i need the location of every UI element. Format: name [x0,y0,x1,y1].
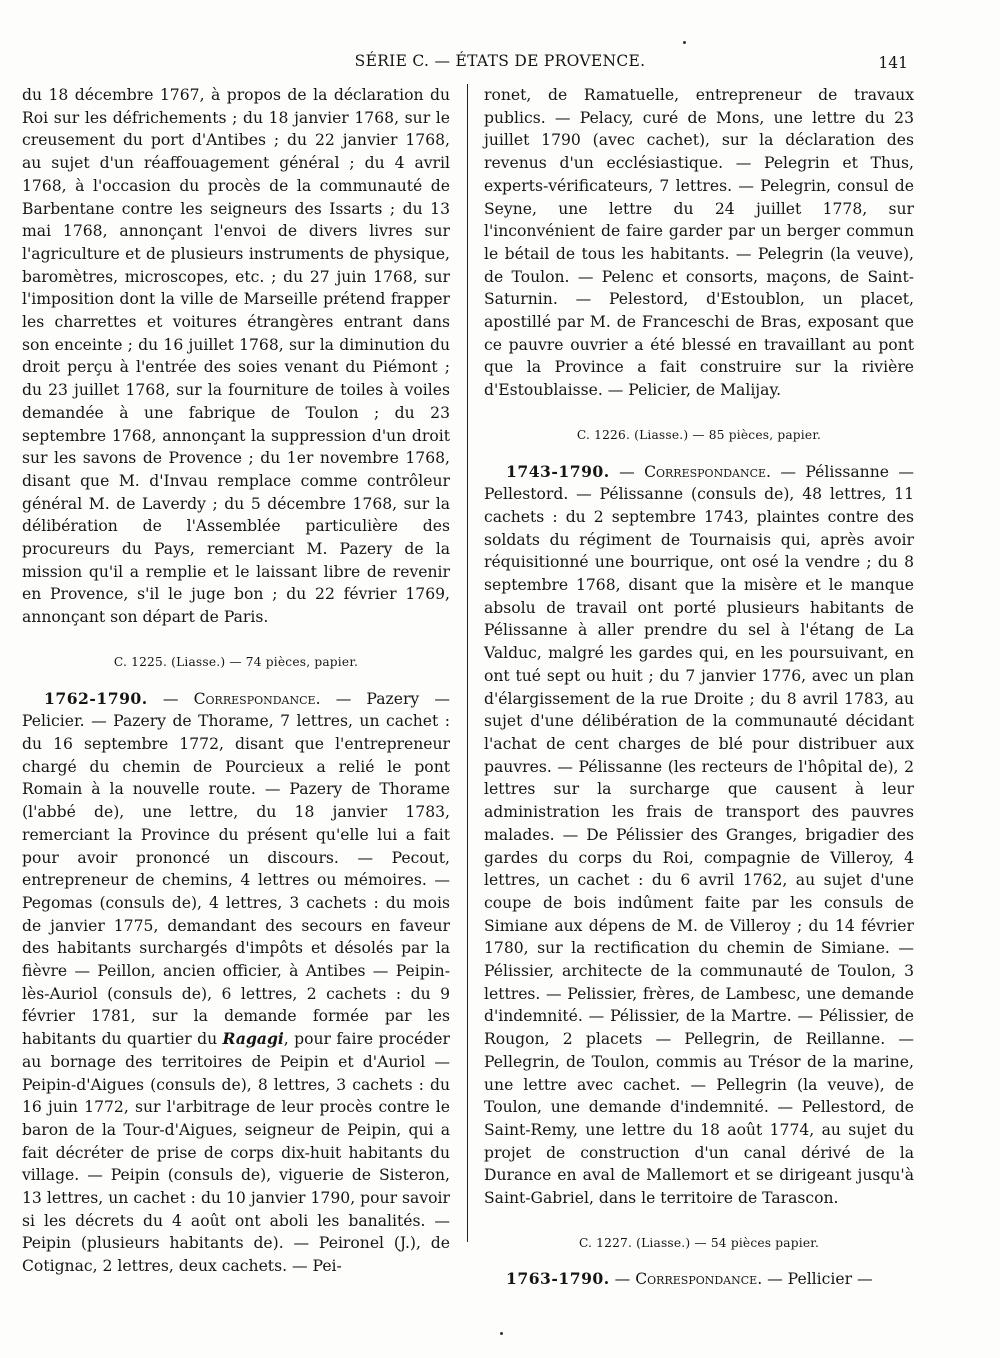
right-column [484,84,914,1291]
left-paragraph-1: du 18 décembre 1767, à propos de la déclaration du Roi sur les défrichements ; du 18 janvier 1768, sur le creusement du port d'Antibes ; du 22 janvier 1768, au sujet d'un réaffouagement général ; du 4 avril 1768, à l'occasion du procès de la communauté de Barbentane contre les seigneurs des Issarts ; du 13 mai 1768, annonçant l'envoi de divers livres sur l'agriculture et de plusieurs instruments de physique, baromètres, microscopes, etc. ; du 27 juin 1768, sur l'imposition dont la ville de Marseille prétend frapper les charrettes et voitures étrangères entrant dans son enceinte ; du 16 juillet 1768, sur la diminution du droit perçu à l'entrée des soies venant du Piémont ; du 23 juillet 1768, sur la fourniture de toiles à voiles demandée à une fabrique de Toulon ; du 23 septembre 1768, annonçant la suppression d'un droit sur les savons de Provence ; du 1er novembre 1768, disant que M. d'Invau remplace comme contrôleur général M. de Laverdy ; du 5 décembre 1768, sur la délibération de l'Assemblée particulière des procureurs du Pays, remerciant M. Pazery de la mission qu'il a remplie et le laissant libre de revenir en Provence, s'il le juge bon ; du 22 février 1769, annonçant son départ de Paris. [22,86,450,627]
entry-text-3: — Pellicier — [767,1270,873,1289]
liasse-heading-1227: C. 1227. (Liasse.) — 54 pièces papier. [578,1235,820,1250]
entry-text-1a: — Pazery — Pelicier. — Pazery de Thorame, 7 lettres, un cachet : du 16 septembre 1772, disant que l'entrepreneur chargé du chemin de Pourcieux a relié le pont Romain à la nouvelle route. — Pazery de Thorame (l'abbé de), une lettre, du 18 janvier 1783, remerciant la Province du présent qu'elle lui a fait pour avoir prononcé un discours. — Pecout, entrepreneur de chemins, 4 lettres ou mémoires. — Pegomas (consuls de), 4 lettres, 3 cachets : du mois de janvier 1775, demandant des secours en faveur des habitants surchargés d'impôts et désolés par la fièvre — Peillon, ancien officier, à Antibes — Peipin-lès-Auriol (consuls de), 6 lettres, 2 cachets : du 9 février 1781, sur la demande formée par les habitants du quartier du [22,689,450,1049]
date-range-1763-1790: 1763-1790. [506,1269,610,1289]
liasse-heading-1226: C. 1226. (Liasse.) — 85 pièces, papier. [576,427,822,442]
place-ragagi: Ragagi [222,1029,284,1049]
running-title: SÉRIE C. — ÉTATS DE PROVENCE. [354,52,646,70]
right-paragraph-1: ronet, de Ramatuelle, entrepreneur de travaux publics. — Pelacy, curé de Mons, une lettre du 23 juillet 1790 (avec cachet), sur la déclaration des revenus d'un ecclésiastique. — Pelegrin et Thus, experts-vérificateurs, 7 lettres. — Pelegrin, consul de Seyne, une lettre du 24 juillet 1778, sur l'inconvénient de faire garder par un berger commun le bétail de tous les habitants. — Pelegrin (la veuve), de Toulon. — Pelenc et consorts, maçons, de Saint-Saturnin. — Pelestord, d'Estoublon, un placet, apostillé par M. de Franceschi de Bras, exposant que ce pauvre ouvrier a été blessé en travaillant au pont que la Province a fait construire sur la rivière d'Estoublaisse. — Pelicier, de Malijay. [484,86,914,400]
correspondance-label-3: Correspondance. [635,1270,763,1289]
page-number: 141 [878,54,908,72]
dash-2: — [619,462,635,481]
speck-mark [500,1332,503,1335]
date-range-1762-1790: 1762-1790. [44,688,148,708]
left-column [22,84,450,1278]
correspondance-label-2: Correspondance. [644,462,771,481]
dash-1: — [162,689,179,708]
right-paragraph-2 [484,461,914,1210]
entry-text-1b: , pour faire procéder au bornage des territoires de Peipin et d'Auriol — Peipin-d'Aigues (consuls de), 8 lettres, 3 cachets : du 16 juin 1772, sur l'arbitrage de leur procès contre le baron de la Tour-d'Aigues, seigneur de Peipin, qui a fait décréter de prise de corps dix-huit habitants du village. — Peipin (consuls de), viguerie de Sisteron, 13 lettres, un cachet : du 10 janvier 1790, pour savoir si les décrets du 4 août ont aboli les banalités. — Peipin (plusieurs habitants de). — Peironel (J.), de Cotignac, 2 lettres, deux cachets. — Pei- [22,1030,450,1276]
correspondance-label-1: Correspondance. [193,689,321,708]
dash-3: — [614,1270,631,1289]
running-head [0,52,1000,78]
speck-mark [683,41,686,44]
column-rule [467,84,468,1242]
left-paragraph-2 [22,688,450,1278]
date-range-1743-1790: 1743-1790. [506,461,610,481]
liasse-heading-1225: C. 1225. (Liasse.) — 74 pièces, papier. [113,654,359,669]
right-paragraph-3 [484,1268,914,1291]
entry-text-2: — Pélissanne — Pellestord. — Pélissanne (consuls de), 48 lettres, 11 cachets : du 2 septembre 1743, plaintes contre des soldats du régiment de Tournaisis qui, après avoir réquisitionné une bourrique, ont osé la vendre ; du 8 septembre 1768, disant que la misère et le manque absolu de travail ont porté plusieurs habitants de Pélissanne à aller prendre du sel à l'étang de La Valduc, malgré les gardes qui, en les poursuivant, en ont tué sept ou huit ; du 7 janvier 1776, avec un plan d'élargissement de la rue Droite ; du 8 avril 1783, au sujet d'une délibération de la communauté décidant l'achat de cent charges de blé pour distribuer aux pauvres. — Pélissanne (les recteurs de l'hôpital de), 2 lettres sur la surcharge que causent à leur administration les frais de transport des pauvres malades. — De Pélissier des Granges, brigadier des gardes du corps du Roi, compagnie de Villeroy, 4 lettres, un cachet : du 6 avril 1762, au sujet d'une coupe de bois indûment faite par les consuls de Simiane aux dépens de M. de Villeroy ; du 14 février 1780, sur la rectification du chemin de Simiane. — Pélissier, architecte de la communauté de Toulon, 3 lettres. — Pelissier, frères, de Lambesc, une demande d'indemnité. — Pélissier, de la Martre. — Pélissier, de Rougon, 2 placets — Pellegrin, de Reillanne. — Pellegrin, de Toulon, commis au Trésor de la marine, une lettre avec cachet. — Pellegrin (la veuve), de Toulon, une demande d'indemnité. — Pellestord, de Saint-Remy, une lettre du 18 août 1774, au sujet du projet de construction d'un canal dérivé de la Durance en aval de Mallemort et se dirigeant jusqu'à Saint-Gabriel, dans le territoire de Tarascon. [484,462,914,1208]
